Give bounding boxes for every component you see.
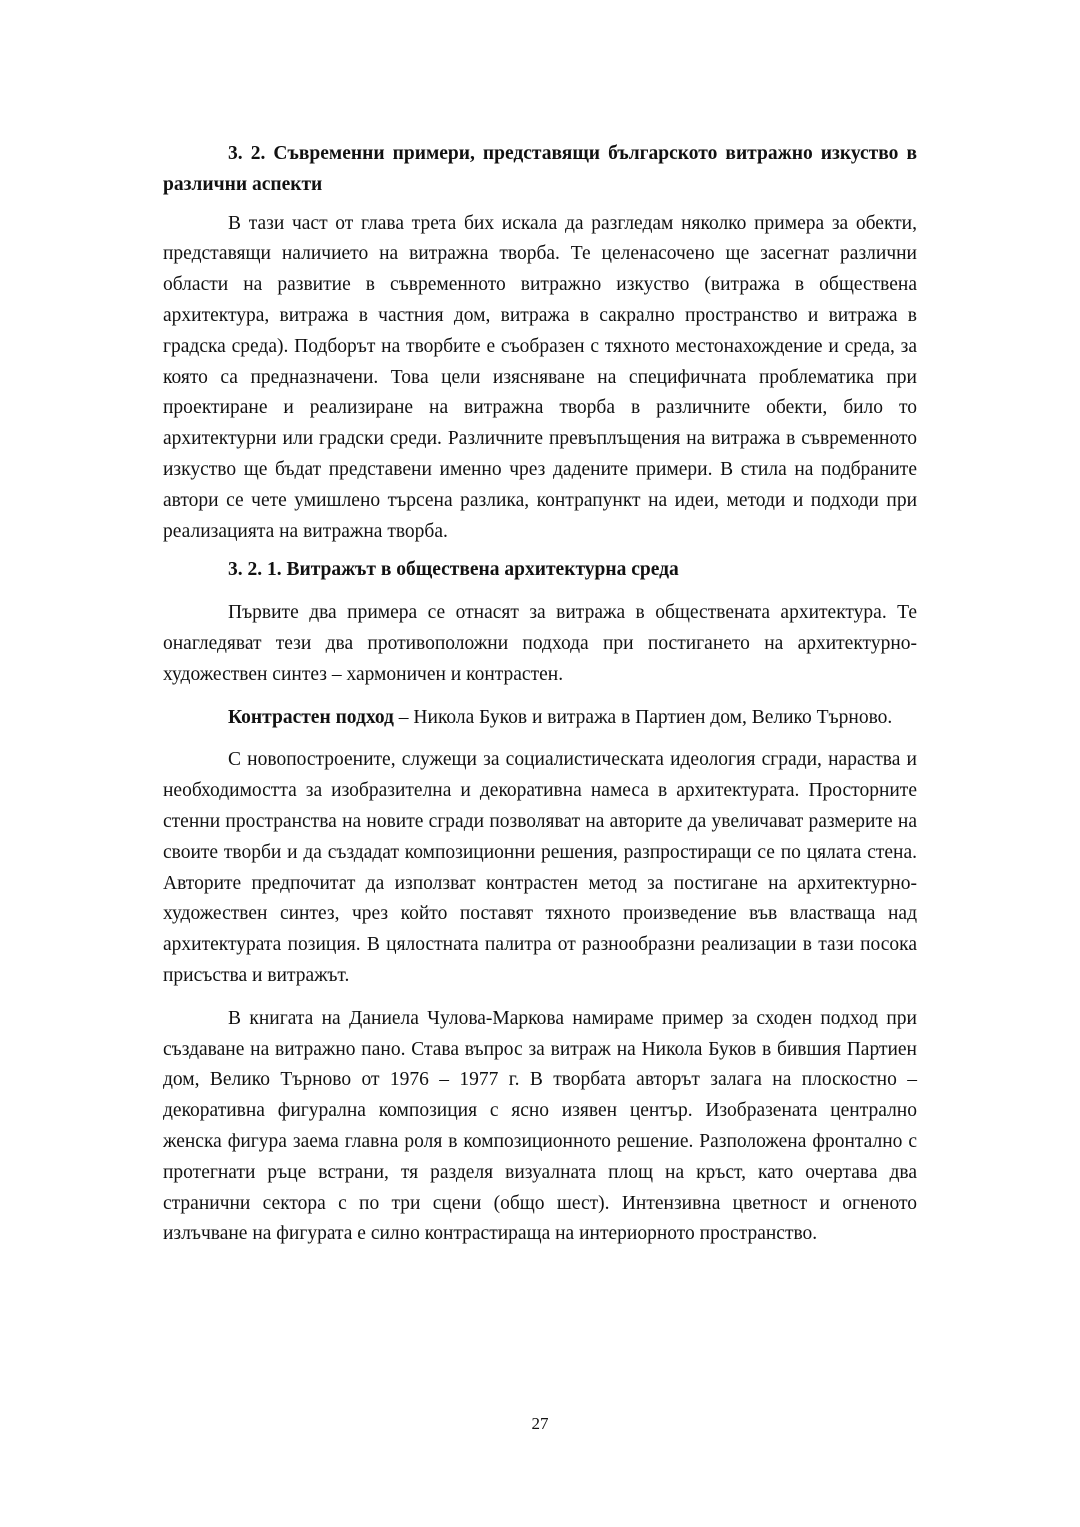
paragraph-first-examples: Първите два примера се отнасят за витража в обществената архитектура. Те онагледяват тези два противоположни подхода при постигането на архитектурно-художествен синтез – хармоничен и контрастен. [163, 602, 917, 685]
subsection-heading: 3. 2. 1. Витражът в обществена архитектурна среда [228, 559, 679, 581]
paragraph-book-example: В книгата на Даниела Чулова-Маркова намираме пример за сходен подход при създаване на витражно пано. Става въпрос за витраж на Никола Буков в бившия Партиен дом, Велико Търново от 1976 – 1977 г. В творбата авторът залага на плоскостно – декоративна фигурална композиция с ясно изявен център. Изобразената централно женска фигура заема главна роля в композиционното решение. Разположена фронтално с протегнати ръце встрани, тя разделя визуалната площ на кръст, като очертава два странични сектора с по три сцени (общо шест). Интензивна цветност и огненото излъчване на фигурата е силно контрастираща на интериорното пространство. [163, 1007, 917, 1245]
page-number: 27 [531, 1414, 549, 1433]
section-heading: 3. 2. Съвременни примери, представящи българското витражно изкуство в различни аспекти [163, 143, 917, 195]
contrast-approach-text: – Никола Буков и витража в Партиен дом, Велико Търново. [393, 706, 893, 728]
contrast-approach-lead: Контрастен подход [228, 706, 394, 728]
paragraph-intro: В тази част от глава трета бих искала да разгледам няколко примера за обекти, представящи наличието на витражна творба. Те целенасочено ще засегнат различни области на развитие в съвременното витражно изкуство (витража в обществена архитектура, витража в частния дом, витража в сакрално пространство и витража в градска среда). Подборът на творбите е съобразен с тяхното местонахождение и среда, за която са предназначени. Това цели изясняване на специфичната проблематика при проектиране и реализиране на витражна творба в различните обекти, било то архитектурни или градски среди. Различните превъплъщения на витража в съвременното изкуство ще бъдат представени именно чрез дадените примери. В стила на подбраните автори се чете умишлено търсена разлика, контрапункт на идеи, методи и подходи при реализацията на витражна творба. [163, 212, 917, 542]
paragraph-contrast-approach [163, 703, 917, 734]
page-body [163, 139, 917, 1250]
paragraph-new-buildings: С новопостроените, служещи за социалистическата идеология сгради, нараства и необходимостта за изобразителна и декоративна намеса в архитектурата. Просторните стенни пространства на новите сгради позволяват на авторите да увеличават размерите на своите творби и да създадат композиционни решения, разпростиращи се по цялата стена. Авторите предпочитат да използват контрастен метод за постигане на архитектурно-художествен синтез, чрез който поставят тяхното произведение във властваща над архитектурата позиция. В цялостната палитра от разнообразни реализации в тази посока присъства и витражът. [163, 749, 917, 986]
